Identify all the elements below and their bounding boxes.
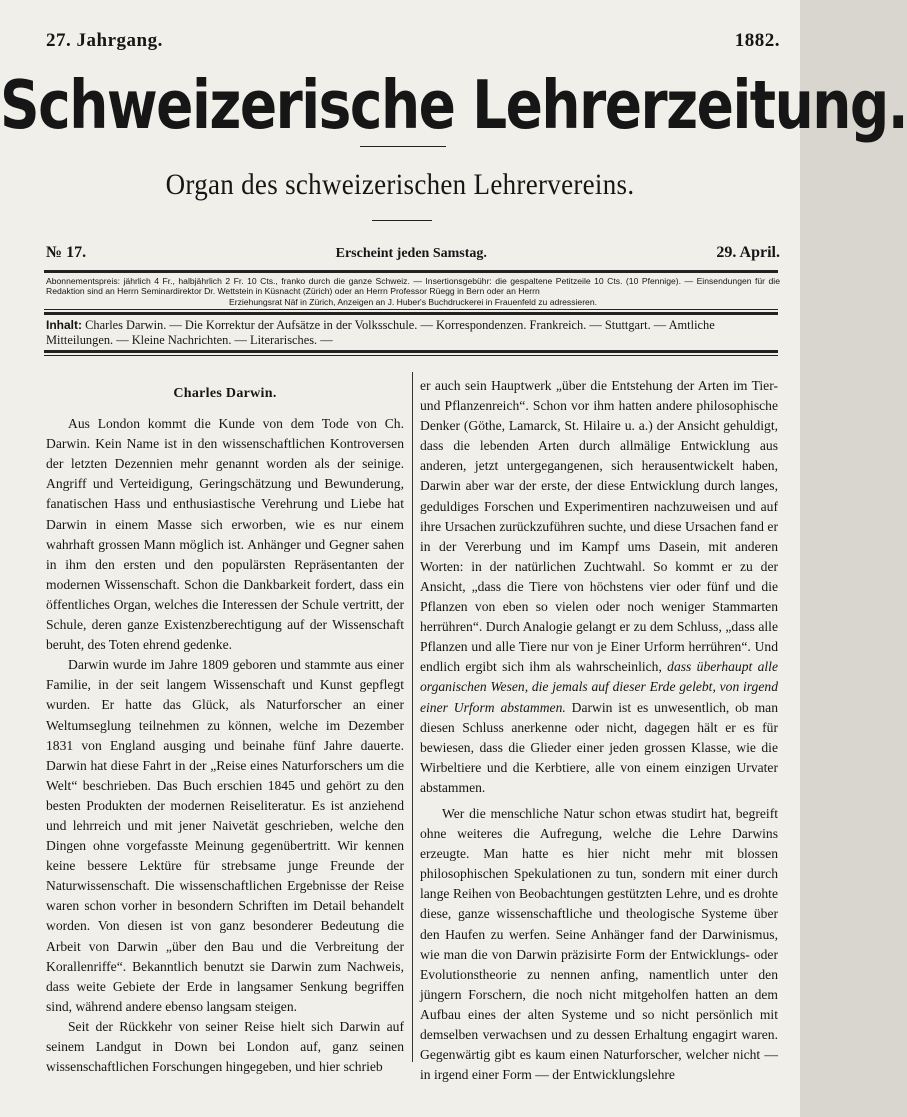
publication-frequency: Erscheint jeden Samstag. [335,246,487,261]
subtitle-divider [372,220,432,221]
subscription-line-3: Erziehungsrat Näf in Zürich, Anzeigen an J. Huber's Buchdruckerei in Frauenfeld zu adressieren. [228,296,598,307]
article-paragraph: Darwin wurde im Jahre 1809 geboren und stammte aus einer Familie, in der seit langem Wissenschaft und Kunst gepflegt wurden. Er hatte das Glück, als Naturforscher an einer Weltumseglung teilnehmen zu können, welche im Dezember 1831 von England ausging und beinahe fünf Jahre dauerte. Darwin hat diese Fahrt in der „Reise eines Naturforschers um die Welt“ beschrieben. Das Buch erschien 1845 und gehört zu den besten Produkten der modernen Reiseliteratur. Es ist anziehend und lehrreich und mit jener Naivetät geschrieben, welche den Dingen ohne vorgefasste Meinung gegenübertritt. Wir kennen keine bessere Lektüre für strebsame junge Freunde der Naturwissenschaft. Die wissenschaftlichen Ergebnisse der Reise waren schon vorher in besondern Schriften im Detail behandelt worden. Von diesen ist von ganz besonderer Bedeutung die Arbeit von Darwin „über den Bau und die Verbreitung der Korallenriffe“. Bekanntlich benutzt sie Darwin zum Nachweis, dass weite Gebiete der Erde in langsamer Senkung begriffen sind, während andere ebenso langsam steigen. [46,657,404,1014]
paragraph-text: Darwin ist es unwesentlich, ob man diesen Schluss anerkenne oder nicht, dagegen hält er es für bewiesen, dass die Glieder einer jeden grossen Klasse, wie die Wirbeltiere und die Kerbtiere, alle von einem einzigen Urvater abstammen. [420,699,778,795]
year-label: 1882. [734,30,780,51]
subscription-info [46,276,780,307]
contents-text: Charles Darwin. — Die Korrektur der Aufsätze in der Volksschule. — Korrespondenzen. Frankreich. — Stuttgart. — Amtliche Mitteilungen. — Kleine Nachrichten. — Literarisches. — [46,318,715,347]
rule-below-contents-2 [44,355,778,356]
subscription-line-1: Abonnementspreis: jährlich 4 Fr., halbjährlich 2 Fr. 10 Cts., franko durch die ganze Schweiz. — Insertionsgebühr: die gespaltene Petitzeile 10 Cts. (10 Pfennige). — [46,276,694,286]
rule-below-contents-1 [44,350,778,353]
rule-below-subscription-2 [44,312,778,315]
top-line [46,30,780,52]
rule-below-subscription-1 [44,309,778,310]
masthead-title: Schweizerische Lehrerzeitung. [0,66,907,145]
article-paragraph [420,376,778,798]
paragraph-text: er auch sein Hauptwerk „über die Entstehung der Arten im Tier- und Pflanzenreich“. Schon vor ihm hatten andere philosophische Denker (Göthe, Lamarck, St. Hilaire u. a.) der Ansicht gehuldigt, dass die lebenden Arten durch allmälige Entwicklung aus anderen, jetzt untergegangenen, sich herausentwickelt haben, Darwin aber war der erste, der diese Entwicklung durch langes, geduldiges Forschen und Experimentiren nachzuweisen und auf ihre Ursachen zurückzuführen suchte, und diese Ursachen fand er in der Vererbung und im Kampf ums Dasein, mit anderen Worten: in der natürlichen Zuchtwahl. So kommt er zu der Ansicht, „dass die Tiere von höchstens vier oder fünf und die Pflanzen von eben so vielen oder noch weniger Stammarten herrühren“. Durch Analogie gelangt er zu dem Schluss, „dass alle Pflanzen und alle Tiere nur von je Einer Urform herrühren“. Und endlich ergibt sich ihm als wahrscheinlich, [420,378,778,675]
paragraph-emphasis: dass überhaupt alle organischen Wesen, die jemals auf dieser Erde gelebt, von irgend einer Urform abstammen. [420,659,778,715]
article-left-column [46,376,404,1077]
article-paragraph: Aus London kommt die Kunde von dem Tode von Ch. Darwin. Kein Name ist in den wissenschaftlichen Kontroversen der letzten Dezennien mehr genannt worden als der seinige. Angriff und Verteidigung, Geringschätzung und Bewunderung, fanatischen Hass und enthusiastische Verehrung und Liebe hat Darwin in einem Masse sich erworben, wie es nur einem wahrhaft grossen Mann möglich ist. Anhänger und Gegner sahen in ihm den ersten und den populärsten Repräsentanten der modernen Wissenschaft. Schon die Dankbarkeit fordert, dass ein öffentliches Organ, welches die Interessen der Schule vertritt, der Schule, deren ganze Existenzberechtigung auf der Wissenschaft beruht, des Toten ehrend gedenke. [46,416,404,653]
article-paragraph: Wer die menschliche Natur schon etwas studirt hat, begreift ohne weiteres die Aufregung, welche die Lehre Darwins erzeugte. Man hatte es hier nicht mehr mit blossen philosophischen Spekulationen zu tun, sondern mit einer durch lange Reihen von Beobachtungen gestützten Lehre, und es drohte diese, ganze wissenschaftliche und theologische Systeme über den Haufen zu werfen. Seine Anhänger fand der Darwinismus, wie man die von Darwin präzisirte Form der Entwicklungs- oder Evolutionstheorie zu nennen anfing, namentlich unter den jüngern Forschern, die noch nicht mitgeholfen hatten an dem Aufbau eines der alten Systeme und so nicht persönlich mit demselben verwachsen und zu dessen Erhaltung engagirt waren. Gegenwärtig gibt es kaum einen Naturforscher, welcher nicht — in irgend einer Form — der Entwicklungslehre [420,805,778,1083]
table-of-contents [46,318,780,348]
contents-label: Inhalt: [46,318,82,332]
issue-line [46,244,780,262]
column-divider [412,372,413,1062]
subscription-line-2: Einsendungen für die Redaktion sind an Herrn Seminardirektor Dr. Wettstein in Küsnacht (Zürich) oder an Herrn Professor Rüegg in Bern oder an Herrn [46,276,780,297]
issue-date: 29. April. [716,244,780,261]
masthead-subtitle: Organ des schweizerischen Lehrervereins. [165,168,635,201]
article-paragraph: Seit der Rückkehr von seiner Reise hielt sich Darwin auf seinem Landgut in Down bei London auf, ganz seinen wissenschaftlichen Forschungen hingegeben, und hier schrieb [46,1018,404,1075]
rule-above-subscription [44,270,778,273]
article-heading: Charles Darwin. [173,386,277,401]
masthead-divider [360,146,446,147]
issue-number: № 17. [46,244,87,261]
article-right-column [420,376,778,1085]
volume-label: 27. Jahrgang. [46,30,163,51]
